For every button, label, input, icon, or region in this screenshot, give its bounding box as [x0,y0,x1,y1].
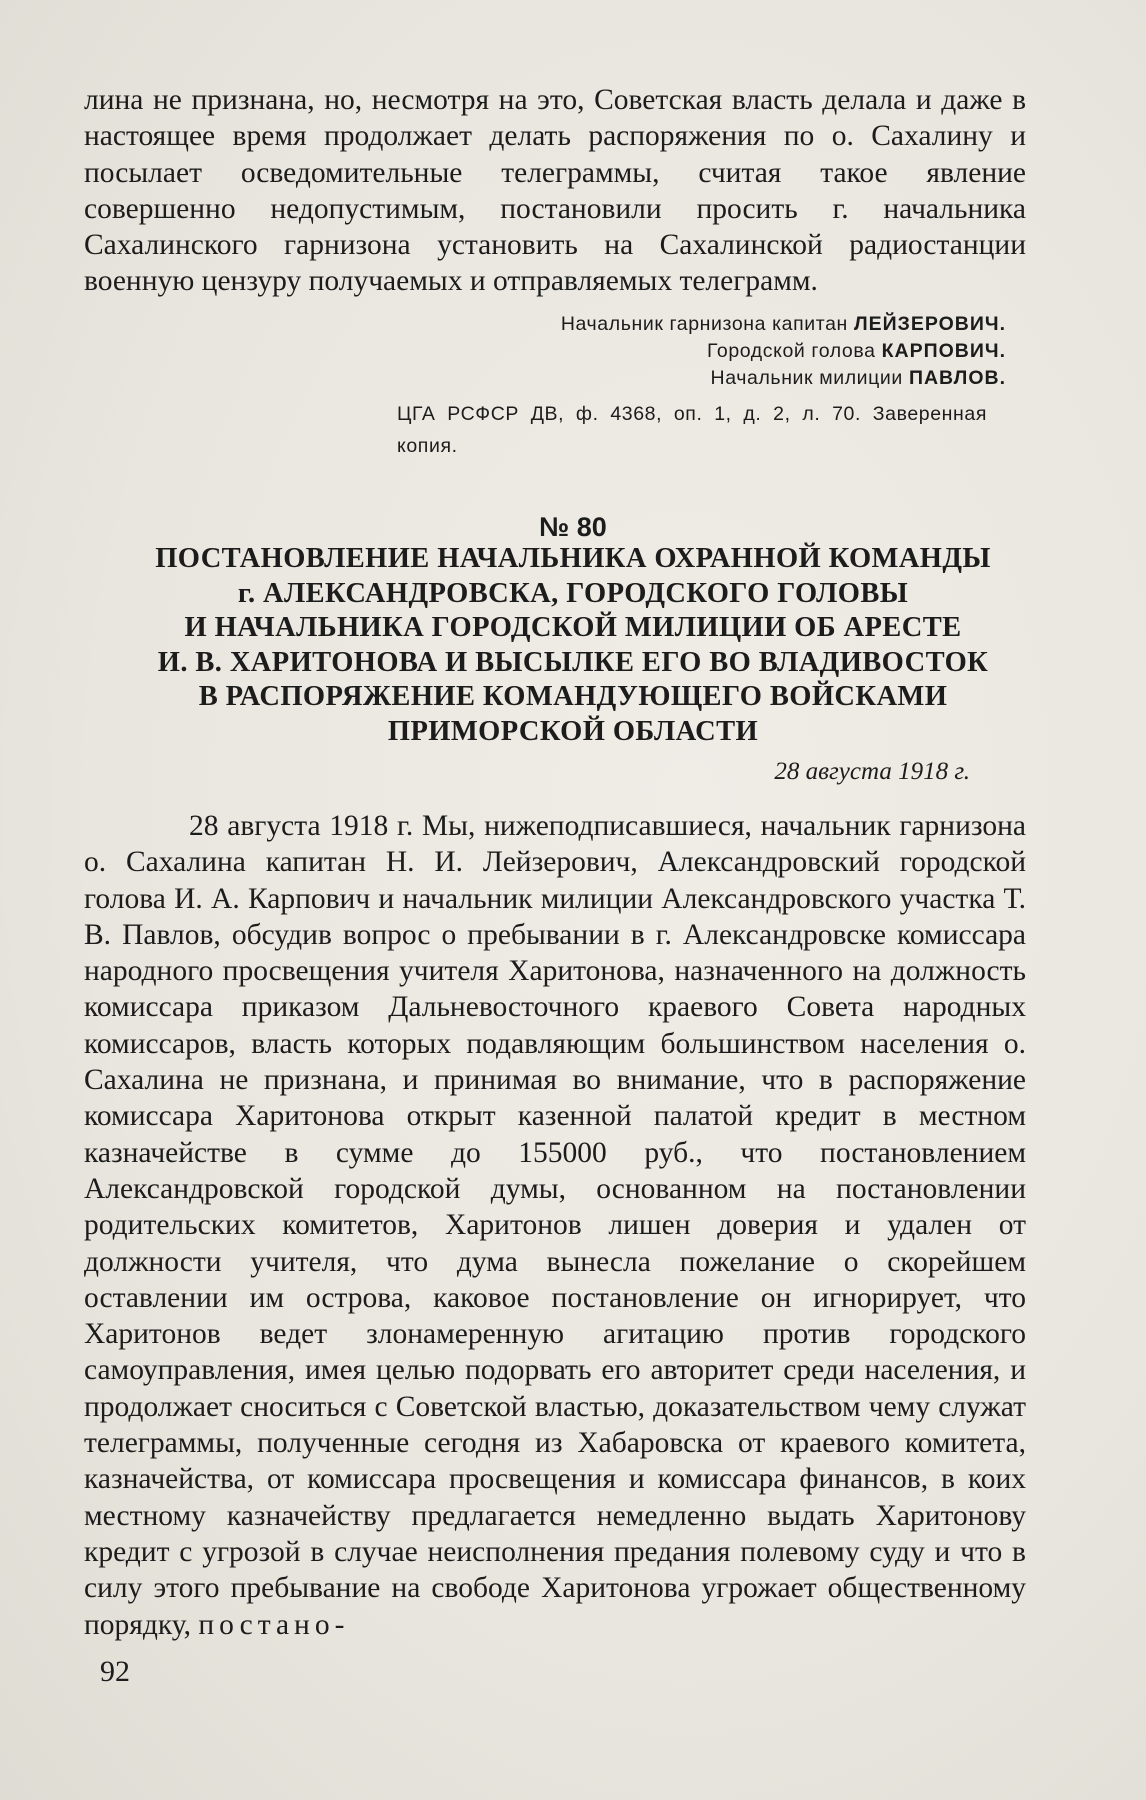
document-number: № 80 [539,512,607,542]
title-line: ПРИМОРСКОЙ ОБЛАСТИ [387,715,759,747]
page-number: 92 [100,1655,130,1688]
title-line: В РАСПОРЯЖЕНИЕ КОМАНДУЮЩЕГО ВОЙСКАМИ [198,681,948,712]
title-line: ПОСТАНОВЛЕНИЕ НАЧАЛЬНИКА ОХРАННОЙ КОМАНДЫ [155,543,991,574]
signature-role: Начальник гарнизона капитан [560,313,848,335]
continuation-paragraph [84,82,1026,300]
continuation-text: лина не признана, но, несмотря на это, Советская власть делала и даже в настоящее время продолжает делать распоряжения по о. Сахалину и посылает осведомительные телеграммы, считая такое явление совершенно недопустимым, постановили просить г. начальника Сахалинского гарнизона установить на Сахалинской радиостанции военную цензуру получаемых и отправляемых телеграмм. [84,84,1026,298]
signature-role: Начальник милиции [710,367,903,389]
body-paragraph [84,808,1026,1643]
body-spaced-word: постано- [198,1608,350,1641]
signature-militia [711,367,1006,390]
archive-reference: ЦГА РСФСР ДВ, ф. 4368, оп. 1, д. 2, л. 70. Заверенная копия. [397,403,987,457]
body-text: 28 августа 1918 г. Мы, нижеподписавшиеся, начальник гарнизона о. Сахалина капитан Н. И. Лейзерович, Александровский городской голова И. А. Карпович и начальник милиции Александровского участка Т. В. Павлов, обсудив вопрос о пребывании в г. Александровске комиссара народного просвещения учителя Харитонова, назначенного на должность комиссара приказом Дальневосточного краевого Совета народных комиссаров, власть которых подавляющим большинством населения о. Сахалина не признана, и принимая во внимание, что в распоряжение комиссара Харитонова открыт казенной палатой кредит в местном казначействе в сумме до 155000 руб., что постановлением Александровской городской думы, основанном на постановлении родительских комитетов, Харитонов лишен доверия и удален от должности учителя, что дума вынесла пожелание о скорейшем оставлении им острова, каковое постановление он игнорирует, что Харитонов ведет злонамеренную агитацию против городского самоуправления, имея целью подорвать его авторитет среди населения, и продолжает сноситься с Советской властью, доказательством чему служат телеграммы, полученные сегодня из Хабаровска от краевого комитета, казначейства, от комиссара просвещения и комиссара финансов, в коих местному казначейству предлагается немедленно выдать Харитонову кредит с угрозой в случае неисполнения предания полевому суду и что в силу этого пребывание на свободе Харитонова угрожает общественному порядку, [84,810,1026,1641]
signature-mayor [707,340,1006,363]
title-line: И. В. ХАРИТОНОВА И ВЫСЫЛКЕ ЕГО ВО ВЛАДИВОСТОК [157,646,989,678]
signature-role: Городской голова [707,340,876,362]
signature-garrison [561,313,1006,336]
signature-name: ПАВЛОВ. [908,367,1006,389]
title-line: И НАЧАЛЬНИКА ГОРОДСКОЙ МИЛИЦИИ ОБ АРЕСТЕ [184,612,962,643]
signature-name: ЛЕЙЗЕРОВИЧ. [853,313,1006,335]
document-body [84,808,1026,1643]
signature-name: КАРПОВИЧ. [881,340,1006,362]
document-date: 28 августа 1918 г. [774,758,970,785]
document-title [70,542,1076,749]
title-line: г. АЛЕКСАНДРОВСКА, ГОРОДСКОГО ГОЛОВЫ [237,577,909,609]
